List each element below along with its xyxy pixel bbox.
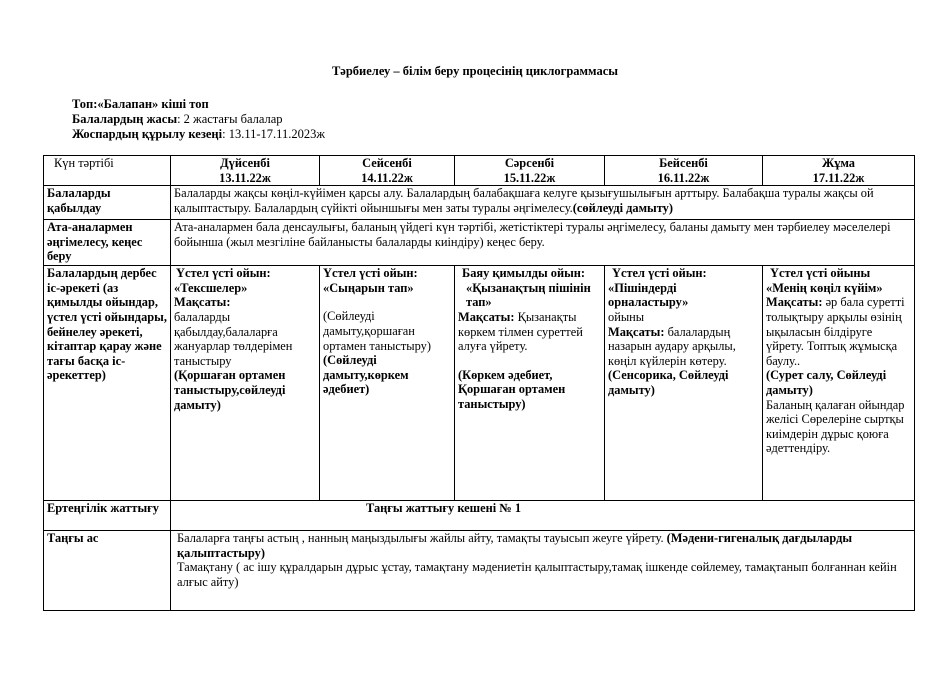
document-meta <box>72 97 325 142</box>
goal-label: Мақсаты: <box>766 295 823 310</box>
row-label: Балалардың дербес іс-әрекеті (аз қимылды ойындар, үстел үсті ойындары, бейнелеу әрекеті, кітаптар қарау және тағы басқа іс-әрекеттер) <box>44 266 171 501</box>
document-title: Тәрбиелеу – білім беру процесінің циклограммасы <box>331 64 619 78</box>
activity-name: «Сыңарын тап» <box>323 280 414 295</box>
group-label: Топ: <box>72 97 98 111</box>
day-header <box>171 156 320 186</box>
row-label: Ата-аналармен әңгімелесу, кеңес беру <box>44 220 171 266</box>
breakfast-body: Балаларға таңғы астың , нанның маңыздылығы жайлы айту, тамақты тауысып жеуге үйрету. <box>177 531 664 546</box>
exercise-text: Таңғы жаттығу кешені № 1 <box>171 501 915 531</box>
activity-extra: Баланың қалаған ойындар желісі Сөрелеріне сыртқы киімдерін дұрыс қоюға әдеттендіру. <box>766 397 905 456</box>
activity-wednesday <box>455 266 605 501</box>
activity-goal: балаларды қабылдау,балаларға жануарлар төлдерімен таныстыру <box>174 309 293 368</box>
day-name: Сейсенбі <box>362 156 412 170</box>
activity-goal: балалардың назарын аудару арқылы, көңіл күйлерін көтеру. <box>608 324 736 368</box>
group-line <box>72 97 325 112</box>
breakfast-line1 <box>177 531 911 560</box>
day-date: 13.11.22ж <box>219 170 271 185</box>
reception-tag: (сөйлеуді дамыту) <box>572 200 673 215</box>
breakfast-body2: Тамақтану ( ас ішу құралдарын дұрыс ұстау, тамақтану мәдениетін қалыптастыру,тамақ ішкенде сөйлемеу, тамақтанып болғаннан кейін алғыс айту) <box>177 560 897 589</box>
age-line <box>72 112 325 127</box>
activity-name: «Қызанақтың пішінін тап» <box>466 280 591 310</box>
activity-type: Үстел үсті ойын: <box>612 266 707 281</box>
activity-tag: (Қоршаған ортамен таныстыру,сөйлеуді дамыту) <box>174 368 286 412</box>
activity-type: Үстел үсті ойын: <box>176 266 271 281</box>
period-value: : 13.11-17.11.2023ж <box>222 127 325 141</box>
age-value: : 2 жастағы балалар <box>177 112 283 126</box>
day-date: 16.11.22ж <box>657 170 710 185</box>
activity-tag: (Сөйлеуді дамыту,көркем әдебиет) <box>323 353 409 397</box>
activity-thursday <box>605 266 763 501</box>
activity-type: Үстел үсті ойыны <box>770 266 871 281</box>
activity-type: Үстел үсті ойын: <box>323 266 418 281</box>
activity-name: «Менің көңіл күйім» <box>766 280 883 295</box>
activity-goal: Қызанақты көркем тілмен суреттей алуға үйрету. <box>458 309 583 354</box>
activity-goal-line <box>608 325 759 369</box>
activity-goal: (Сөйлеуді дамыту,қоршаған ортамен таныстыру) <box>323 309 431 353</box>
group-value: «Балапан» кіші топ <box>97 97 209 111</box>
activity-goal-line <box>458 310 601 354</box>
day-header <box>455 156 605 186</box>
activity-name: «Тексшелер» <box>174 280 248 295</box>
day-name: Сәрсенбі <box>504 156 555 170</box>
day-date: 17.11.22ж <box>812 170 865 185</box>
day-date: 14.11.22ж <box>361 170 413 185</box>
day-header <box>605 156 763 186</box>
period-line <box>72 127 325 142</box>
row-label: Ертеңгілік жаттығу <box>44 501 171 531</box>
parents-text: Ата-аналармен бала денсаулығы, баланың үйдегі күн тәртібі, жетістіктері туралы әңгімелесу, баланы дамыту мен тәрбиелеу мәселелері бойынша (жыл мезгіліне байланысты балаларды киіндіру) кеңес беру. <box>171 220 915 266</box>
breakfast-text <box>171 531 915 611</box>
activity-goal-line <box>766 295 911 368</box>
reception-text <box>171 186 915 220</box>
exercise-row <box>44 501 915 531</box>
parents-row <box>44 220 915 266</box>
row-label: Балаларды қабылдау <box>44 186 171 220</box>
activity-type: Баяу қимылды ойын: <box>462 266 586 281</box>
day-name: Жұма <box>822 156 855 170</box>
breakfast-row <box>44 531 915 611</box>
activity-suffix: ойыны <box>608 309 645 324</box>
activity-tag: (Көркем әдебиет, Қоршаған ортамен таныстыру) <box>458 367 566 411</box>
header-row <box>44 156 915 186</box>
activity-name: «Пішіндерді орналастыру» <box>608 280 689 310</box>
breakfast-tag: (Мәдени-гигеналық дағдыларды қалыптастыру) <box>177 531 853 560</box>
period-label: Жоспардың құрылу кезеңі <box>72 127 223 141</box>
day-header <box>763 156 915 186</box>
activities-row <box>44 266 915 501</box>
row-label: Таңғы ас <box>44 531 171 611</box>
goal-label: Мақсаты: <box>458 309 515 324</box>
day-date: 15.11.22ж <box>503 170 556 185</box>
reception-body: Балаларды жақсы көңіл-күйімен қарсы алу. Балалардың балабақшаға келуге қызығушылығын арттыру. Балабақша туралы жақсы ой қалыптастыру. Балалардың сүйікті ойыншығы мен заты туралы әңгімелесу. <box>174 186 874 215</box>
day-header <box>320 156 455 186</box>
day-name: Дүйсенбі <box>220 156 270 170</box>
goal-label: Мақсаты: <box>608 324 665 339</box>
activity-tuesday <box>320 266 455 501</box>
corner-cell: Күн тәртібі <box>44 156 171 186</box>
goal-label: Мақсаты: <box>174 295 231 310</box>
activity-tag: (Сурет салу, Сөйлеуді дамыту) <box>766 368 887 397</box>
age-label: Балалардың жасы <box>72 112 178 126</box>
activity-goal: әр бала суретті толықтыру арқылы өзінің ықыласын білдіруге үйрету. Топтық жұмысқа баулу.. <box>766 295 905 368</box>
schedule-table <box>43 155 915 611</box>
activity-tag: (Сенсорика, Сөйлеуді дамыту) <box>608 368 729 397</box>
activity-monday <box>171 266 320 501</box>
day-name: Бейсенбі <box>659 156 708 170</box>
reception-row <box>44 186 915 220</box>
activity-friday <box>763 266 915 501</box>
